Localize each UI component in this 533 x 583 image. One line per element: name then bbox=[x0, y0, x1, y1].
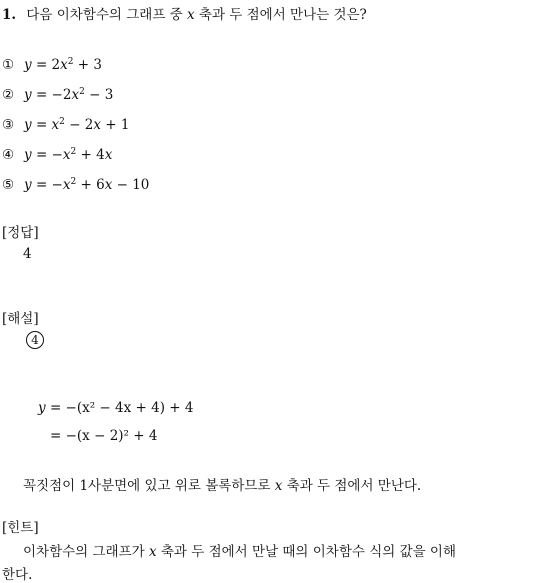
question-text-after: 축과 두 점에서 만나는 것은? bbox=[194, 7, 367, 23]
option-5-lhs: y bbox=[24, 177, 32, 193]
explanation-label: [해설] bbox=[2, 311, 39, 327]
answer-value: 4 bbox=[23, 246, 32, 262]
hint-line1-after: 축과 두 점에서 만날 때의 이차함수 식의 값을 이해 bbox=[156, 544, 457, 560]
explanation-sentence-before: 꼭짓점이 1사분면에 있고 위로 볼록하므로 bbox=[23, 478, 275, 494]
option-3-number: ③ bbox=[2, 117, 15, 133]
option-3-rhs: = $x^2 - 2x + 1$ bbox=[35, 117, 130, 133]
option-1[interactable] bbox=[2, 57, 102, 73]
option-1-lhs: y bbox=[24, 57, 32, 73]
option-4-rhs: = $-x^2 + 4x$ bbox=[35, 147, 113, 163]
question-number: 1. bbox=[2, 7, 17, 23]
explanation-equation-2: = −(x − 2)² + 4 bbox=[50, 428, 158, 444]
option-2-number: ② bbox=[2, 87, 15, 103]
option-4-lhs: y bbox=[24, 147, 32, 163]
option-5[interactable] bbox=[2, 177, 149, 193]
explanation-equation-1 bbox=[38, 400, 193, 416]
option-2-lhs: y bbox=[24, 87, 32, 103]
option-4[interactable] bbox=[2, 147, 112, 163]
hint-line-1 bbox=[23, 540, 456, 560]
explanation-circled-answer: 4 bbox=[26, 331, 44, 349]
option-2-rhs: = $-2x^2 - 3$ bbox=[35, 87, 114, 103]
explanation-eq1-lhs: y bbox=[38, 400, 46, 416]
explanation-eq1-rhs: = −(x² − 4x + 4) + 4 bbox=[49, 400, 194, 416]
option-5-rhs: = $-x^2 + 6x - 10$ bbox=[35, 177, 150, 193]
option-2[interactable] bbox=[2, 87, 113, 103]
hint-label: [힌트] bbox=[2, 520, 39, 536]
option-3-lhs: y bbox=[24, 117, 32, 133]
option-1-number: ① bbox=[2, 57, 15, 73]
hint-line-2: 한다. bbox=[2, 567, 33, 583]
option-5-number: ⑤ bbox=[2, 177, 15, 193]
option-3[interactable] bbox=[2, 117, 130, 133]
question-text-before: 다음 이차함수의 그래프 중 bbox=[26, 7, 188, 23]
hint-line1-before: 이차함수의 그래프가 bbox=[23, 544, 149, 560]
answer-label: [정답] bbox=[2, 225, 39, 241]
option-4-number: ④ bbox=[2, 147, 15, 163]
hint-line1-var: x bbox=[148, 544, 157, 560]
question-line bbox=[2, 3, 367, 23]
question-variable: x bbox=[187, 7, 195, 23]
explanation-sentence-var: x bbox=[274, 478, 283, 494]
explanation-sentence-after: 축과 두 점에서 만난다. bbox=[282, 478, 422, 494]
option-1-rhs: = $2x^2 + 3$ bbox=[35, 57, 102, 73]
explanation-sentence bbox=[23, 474, 421, 494]
